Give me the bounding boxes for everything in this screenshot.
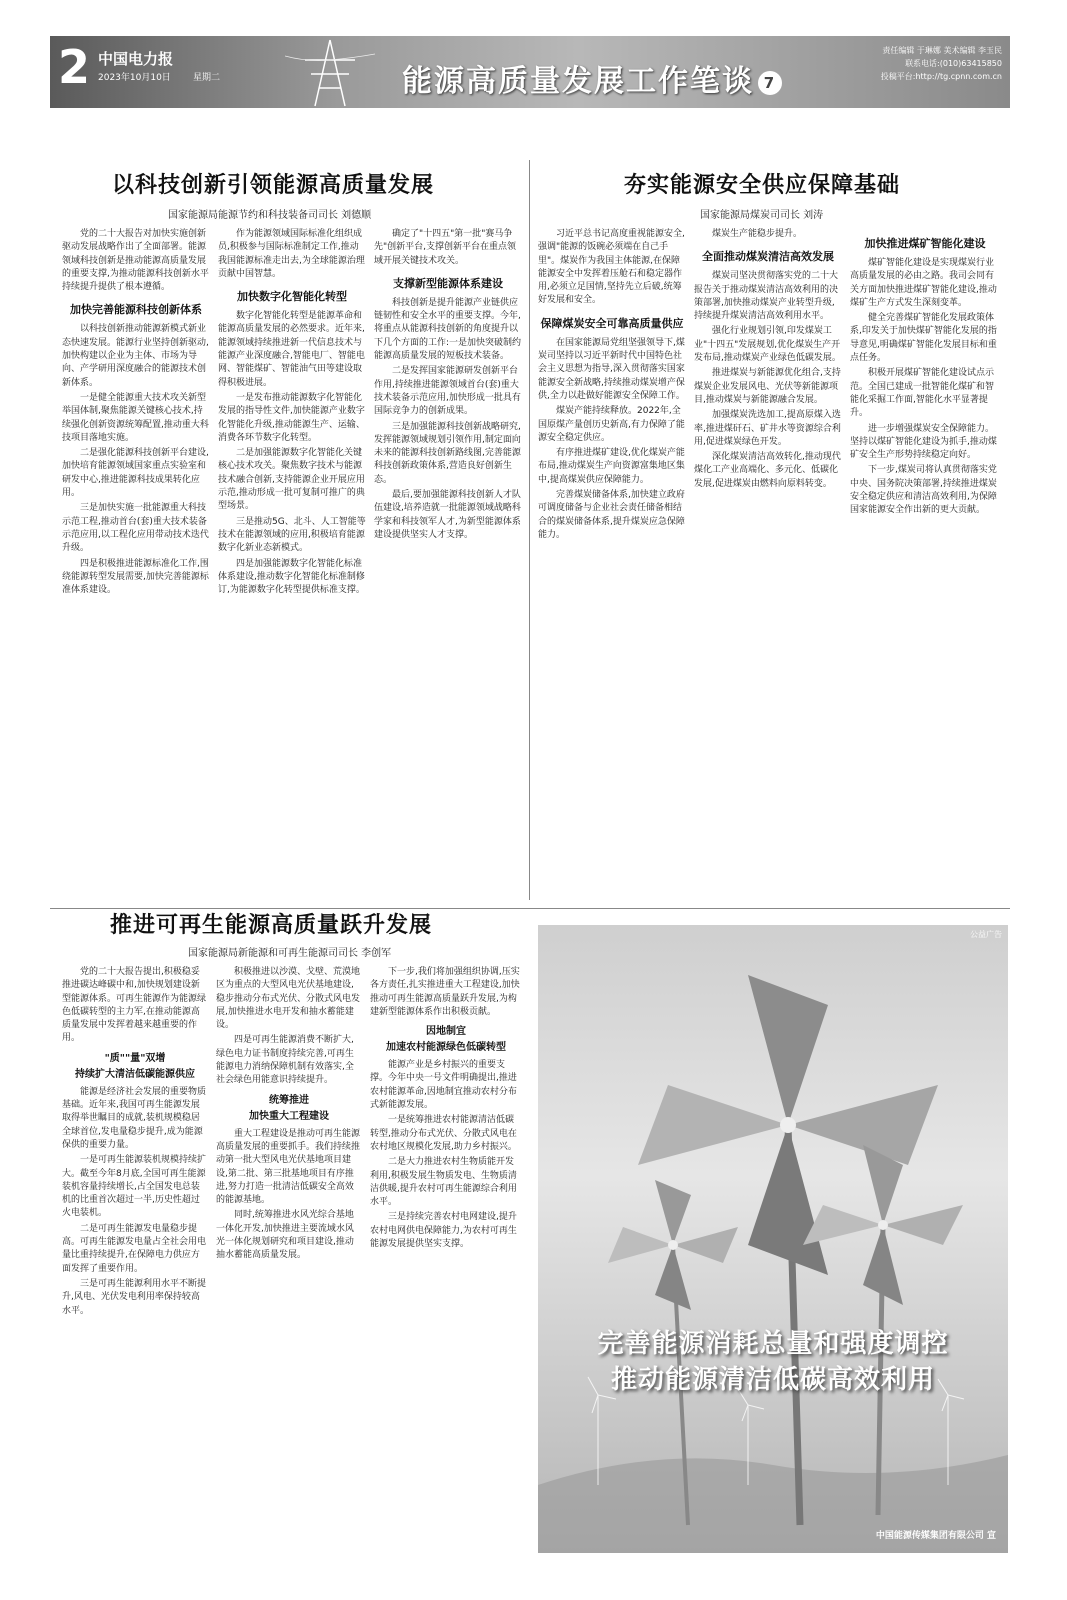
article2-column-3 xyxy=(850,228,1000,900)
paragraph: 完善煤炭储备体系,加快建立政府可调度储备与企业社会责任储备相结合的煤炭储备体系,提升煤炭应急保障能力。 xyxy=(538,490,685,540)
paragraph: 科技创新是提升能源产业链供应链韧性和安全水平的重要支撑。今年,将重点从能源科技创新的角度提升以下几个方面的工作:一是加快突破制约能源高质量发展的短板技术装备。 xyxy=(374,297,522,362)
paragraph: 煤矿智能化建设是实现煤炭行业高质量发展的必由之路。我司会同有关方面加快推进煤矿智能化建设,推动煤矿生产方式发生深刻变革。 xyxy=(850,258,997,308)
article3-column-1 xyxy=(62,966,208,1556)
paragraph: 确定了"十四五"第一批"赛马争先"创新平台,支撑创新平台在重点领域开展关键技术攻关。 xyxy=(374,229,517,266)
paper-name: 中国电力报 xyxy=(98,50,174,68)
public-service-ad xyxy=(538,925,1008,1553)
article1-column-1 xyxy=(62,228,210,900)
article1-byline: 国家能源局能源节约和科技装备司司长 刘德顺 xyxy=(168,210,372,221)
article3-subheading-2b: 加快重大工程建设 xyxy=(249,1110,329,1122)
article1-subheading-3: 支撑新型能源体系建设 xyxy=(393,276,503,290)
masthead xyxy=(50,36,1010,108)
article1-column-2 xyxy=(218,228,366,900)
article3-subheading-3b: 加速农村能源绿色低碳转型 xyxy=(386,1042,506,1054)
paragraph: 煤炭产能持续释放。2022年,全国原煤产量创历史新高,有力保障了能源安全稳定供应。 xyxy=(538,406,685,443)
page-number: 2 xyxy=(58,40,91,94)
paragraph: 下一步,煤炭司将认真贯彻落实党中央、国务院决策部署,持续推进煤炭安全稳定供应和清洁高效利用,为保障国家能源安全作出新的更大贡献。 xyxy=(850,465,997,516)
article2-subheading-2: 全面推动煤炭清洁高效发展 xyxy=(702,250,834,264)
article3-byline: 国家能源局新能源和可再生能源司司长 李创军 xyxy=(188,948,392,959)
article1-headline: 以科技创新引领能源高质量发展 xyxy=(112,172,435,198)
paragraph: 能源产业是乡村振兴的重要支撑。今年中央一号文件明确提出,推进农村能源革命,因地制宜推动农村分布式新能源发展。 xyxy=(370,1060,517,1111)
article2-column-2 xyxy=(694,228,842,900)
ad-slogan-line-1: 完善能源消耗总量和强度调控 xyxy=(597,1329,949,1359)
phone-line: 联系电话:(010)63415850 xyxy=(905,59,1002,68)
article2-headline: 夯实能源安全供应保障基础 xyxy=(624,172,901,198)
article1-col1-top xyxy=(62,228,210,294)
paragraph: 作为能源领域国际标准化组织成员,积极参与国际标准制定工作,推动我国能源标准走出去,为全球能源治理贡献中国智慧。 xyxy=(218,229,365,279)
paragraph: 加强煤炭洗选加工,提高原煤入选率,推进煤矸石、矿井水等资源综合利用,促进煤炭绿色开发。 xyxy=(694,410,841,447)
paragraph: 二是发挥国家能源研发创新平台作用,持续推进能源领域首台(套)重大技术装备示范应用,加快形成一批具有国际竞争力的创新成果。 xyxy=(374,366,521,417)
ad-tag: 公益广告 xyxy=(970,930,1002,939)
article3-subheading-2a: 统筹推进 xyxy=(269,1094,309,1106)
article1-subheading-1: 加快完善能源科技创新体系 xyxy=(70,303,202,317)
paragraph: 二是大力推进农村生物质能开发利用,积极发展生物质发电、生物质清洁供暖,提升农村可再生能源综合利用水平。 xyxy=(370,1157,517,1208)
paragraph: 最后,要加强能源科技创新人才队伍建设,培养造就一批能源领域战略科学家和科技领军人才,为新型能源体系建设提供坚实人才支撑。 xyxy=(374,490,521,540)
paragraph: 习近平总书记高度重视能源安全,强调"能源的饭碗必须端在自己手里"。煤炭作为我国主体能源,在保障能源安全中发挥着压舱石和稳定器作用,必须立足国情,坚持先立后破,统筹好发展和安全。 xyxy=(538,229,685,306)
paragraph: 积极推进以沙漠、戈壁、荒漠地区为重点的大型风电光伏基地建设,稳步推动分布式光伏、分散式风电发展,加快推进水电开发和抽水蓄能建设。 xyxy=(216,967,361,1031)
paragraph: 四是可再生能源消费不断扩大,绿色电力证书制度持续完善,可再生能源电力消纳保障机制有效落实,全社会绿色用能意识持续提升。 xyxy=(216,1035,354,1086)
platform-line: 投稿平台:http://tg.cpnn.com.cn xyxy=(880,72,1002,81)
paragraph: 同时,统筹推进水风光综合基地一体化开发,加快推进主要流域水风光一体化规划研究和项目建设,推动抽水蓄能高质量发展。 xyxy=(216,1210,354,1261)
paragraph: 有序推进煤矿建设,优化煤炭产能布局,推动煤炭生产向资源富集地区集中,提高煤炭供应保障能力。 xyxy=(538,448,685,485)
paragraph: 煤炭生产能稳步提升。 xyxy=(712,229,803,239)
paragraph: 二是加强能源数字化智能化关键核心技术攻关。聚焦数字技术与能源技术融合创新,支持能源企业开展应用示范,推动形成一批可复制可推广的典型场景。 xyxy=(218,448,365,512)
paragraph: 三是持续完善农村电网建设,提升农村电网供电保障能力,为农村可再生能源发展提供坚实支撑。 xyxy=(370,1212,517,1250)
article2-subheading-1: 保障煤炭安全可靠高质量供应 xyxy=(540,316,684,330)
issue-date: 2023年10月10日 xyxy=(98,73,171,83)
series-title xyxy=(402,56,782,100)
article3-column-3 xyxy=(370,966,522,1556)
paragraph: 数字化智能化转型是能源革命和能源高质量发展的必然要求。近年来,能源领域持续推进新一代信息技术与能源产业深度融合,智能电厂、智能电网、智能煤矿、智能油气田等建设取得积极进展。 xyxy=(218,311,365,388)
paragraph: 党的二十大报告对加快实施创新驱动发展战略作出了全面部署。能源领域科技创新是推动能源高质量发展的重要支撑,为推动能源科技创新水平持续提升提供了根本遵循。 xyxy=(62,229,209,293)
paragraph: 深化煤炭清洁高效转化,推动现代煤化工产业高端化、多元化、低碳化发展,促进煤炭由燃料向原料转变。 xyxy=(694,452,841,489)
series-number-badge: 7 xyxy=(758,71,782,95)
paragraph: 四是加强能源数字化智能化标准体系建设,推动数字化智能化标准制修订,为能源数字化转型提供标准支撑。 xyxy=(218,558,365,596)
paragraph: 党的二十大报告提出,积极稳妥推进碳达峰碳中和,加快规划建设新型能源体系。可再生能源作为能源绿色低碳转型的主力军,在推动能源高质量发展中发挥着越来越重要的作用。 xyxy=(62,967,207,1044)
article2-column-1 xyxy=(538,228,686,900)
paragraph: 三是加快实施一批能源重大科技示范工程,推动首台(套)重大技术装备示范应用,以工程化应用带动技术迭代升级。 xyxy=(62,503,209,554)
weekday: 星期二 xyxy=(193,73,221,83)
paragraph: 能源是经济社会发展的重要物质基础。近年来,我国可再生能源发展取得举世瞩目的成就,装机规模稳居全球首位,发电量稳步提升,成为能源保供的重要力量。 xyxy=(62,1086,207,1150)
article2-byline: 国家能源局煤炭司司长 刘涛 xyxy=(700,210,824,221)
series-title-text: 能源高质量发展工作笔谈 xyxy=(402,64,754,99)
power-tower-icon xyxy=(285,36,375,108)
paragraph: 一是发布推动能源数字化智能化发展的指导性文件,加快能源产业数字化智能化升级,推动能源生产、运输、消费各环节数字化转型。 xyxy=(218,392,365,443)
column-divider xyxy=(529,160,530,900)
paragraph: 一是统筹推进农村能源清洁低碳转型,推动分布式光伏、分散式风电在农村地区规模化发展,助力乡村振兴。 xyxy=(370,1115,517,1152)
paragraph: 推进煤炭与新能源优化组合,支持煤炭企业发展风电、光伏等新能源项目,推动煤炭与新能源融合发展。 xyxy=(694,368,841,405)
paragraph: 以科技创新推动能源新模式新业态快速发展。能源行业坚持创新驱动,加快构建以企业为主体、市场为导向、产学研用深度融合的能源技术创新体系。 xyxy=(62,324,209,388)
article3-headline: 推进可再生能源高质量跃升发展 xyxy=(110,912,433,938)
paragraph: 一是可再生能源装机规模持续扩大。截至今年8月底,全国可再生能源装机容量持续增长,占全国发电总装机的比重首次超过一半,历史性超过火电装机。 xyxy=(62,1155,207,1219)
ad-slogan-line-2: 推动能源清洁低碳高效利用 xyxy=(610,1365,935,1395)
paragraph: 三是加强能源科技创新战略研究,发挥能源领域规划引领作用,制定面向未来的能源科技创新路线图,完善能源科技创新政策体系,营造良好创新生态。 xyxy=(374,421,521,485)
article3-subheading-1a: "质""量"双增 xyxy=(104,1052,166,1064)
article2-subheading-3: 加快推进煤矿智能化建设 xyxy=(864,237,986,250)
pinwheel-windmill-illustration xyxy=(538,925,1008,1553)
article1-column-3 xyxy=(374,228,522,900)
paragraph: 在国家能源局党组坚强领导下,煤炭司坚持以习近平新时代中国特色社会主义思想为指导,深入贯彻落实国家能源安全新战略,持续推动煤炭增产保供,全力以赴做好能源安全保障工作。 xyxy=(538,337,685,401)
paragraph: 健全完善煤矿智能化发展政策体系,印发关于加快煤矿智能化发展的指导意见,明确煤矿智能化发展目标和重点任务。 xyxy=(850,313,997,364)
paragraph: 进一步增强煤炭安全保障能力。坚持以煤矿智能化建设为抓手,推动煤矿安全生产形势持续稳定向好。 xyxy=(850,423,997,461)
paragraph: 二是强化能源科技创新平台建设,加快培育能源领域国家重点实验室和研发中心,推进能源科技成果转化应用。 xyxy=(62,448,209,499)
paragraph: 三是推动5G、北斗、人工智能等技术在能源领域的应用,积极培育能源数字化新业态新模式。 xyxy=(218,516,366,554)
paragraph: 重大工程建设是推动可再生能源高质量发展的重要抓手。我们持续推动第一批大型风电光伏基地项目建设,第二批、第三批基地项目有序推进,努力打造一批清洁低碳安全高效的能源基地。 xyxy=(216,1128,361,1206)
paragraph: 强化行业规划引领,印发煤炭工业"十四五"发展规划,优化煤炭生产开发布局,推动煤炭产业绿色低碳发展。 xyxy=(694,326,841,364)
editor-credits xyxy=(881,44,1002,83)
paragraph: 积极开展煤矿智能化建设试点示范。全国已建成一批智能化煤矿和智能化采掘工作面,智能化水平显著提升。 xyxy=(850,368,995,419)
article3-column-2 xyxy=(216,966,362,1556)
editors-line: 责任编辑 于琳娜 美术编辑 李玉民 xyxy=(882,46,1002,55)
ad-sponsor: 中国能源传媒集团有限公司 宣 xyxy=(875,1531,996,1541)
paragraph: 三是可再生能源利用水平不断提升,风电、光伏发电利用率保持较高水平。 xyxy=(62,1278,207,1316)
paragraph: 下一步,我们将加强组织协调,压实各方责任,扎实推进重大工程建设,加快推动可再生能源高质量跃升发展,为构建新型能源体系作出积极贡献。 xyxy=(370,967,520,1017)
paragraph: 二是可再生能源发电量稳步提高。可再生能源发电量占全社会用电量比重持续提升,在保障电力供应方面发挥了重要作用。 xyxy=(62,1223,207,1274)
article3-subheading-1b: 持续扩大清洁低碳能源供应 xyxy=(75,1068,195,1080)
paragraph: 煤炭司坚决贯彻落实党的二十大报告关于推动煤炭清洁高效利用的决策部署,加快推动煤炭产业转型升级,持续提升煤炭清洁高效利用水平。 xyxy=(694,271,839,322)
paragraph: 一是健全能源重大技术攻关新型举国体制,聚焦能源关键核心技术,持续强化创新资源统筹配置,推动重大科技项目落地实施。 xyxy=(62,392,209,443)
paragraph: 四是积极推进能源标准化工作,围绕能源转型发展需要,加快完善能源标准体系建设。 xyxy=(62,558,209,596)
article1-subheading-2: 加快数字化智能化转型 xyxy=(237,290,347,304)
article3-subheading-3a: 因地制宜 xyxy=(426,1026,466,1038)
